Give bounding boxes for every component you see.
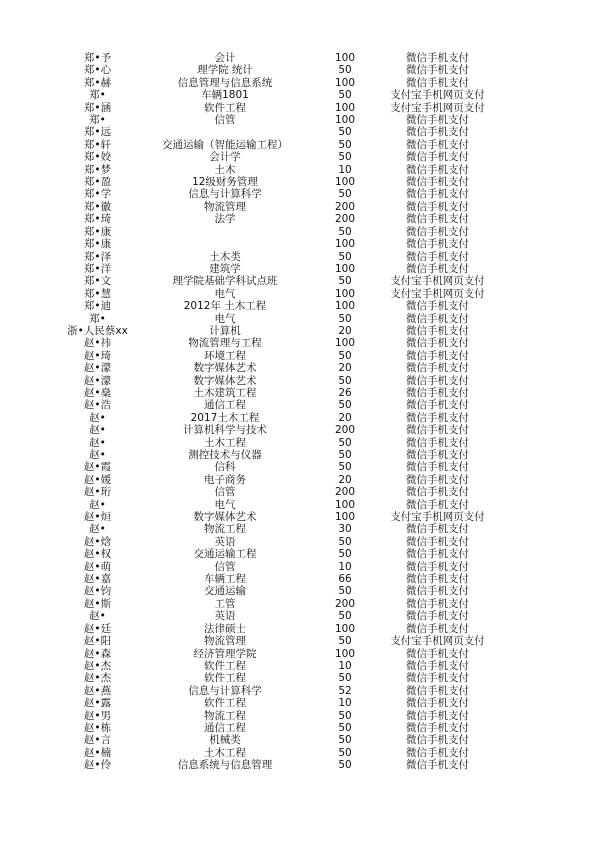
table-row [0,251,600,263]
major-cell: 信息与计算科学 [188,684,262,697]
table-row [0,511,600,523]
donor-name-cell: 赵•濛 [83,362,112,375]
donor-name-cell: 赵• [89,436,106,449]
payment-method-cell: 微信手机支付 [406,151,469,164]
payment-method-cell: 微信手机支付 [406,337,469,350]
payment-method-cell: 微信手机支付 [406,225,469,238]
donor-name-cell: 赵•燊 [83,386,112,399]
table-row [0,561,600,573]
table-row [0,461,600,473]
amount-cell: 50 [338,349,352,362]
payment-method-cell: 微信手机支付 [406,597,469,610]
payment-method-cell: 微信手机支付 [406,262,469,275]
donor-name-cell: 赵•楠 [83,746,112,759]
major-cell: 机械类 [209,734,241,747]
payment-method-cell: 支付宝手机网页支付 [390,511,485,524]
table-row [0,151,600,163]
major-cell: 土木类 [209,250,241,263]
major-cell: 信科 [214,461,236,474]
donor-name-cell: 赵•萌 [83,560,112,573]
donor-name-cell: 赵• [89,610,106,623]
major-cell: 计算机科学与技术 [183,424,267,437]
amount-cell: 100 [334,76,356,89]
table-row [0,89,600,101]
donor-name-cell: 赵•霞 [83,461,112,474]
table-row [0,64,600,76]
donor-name-cell: 赵• [89,498,106,511]
table-row [0,188,600,200]
table-row [0,300,600,312]
payment-method-cell: 微信手机支付 [406,585,469,598]
amount-cell: 50 [338,225,352,238]
donation-table [0,52,600,772]
donor-name-cell: 郑•文 [83,275,112,288]
donor-name-cell: 赵•栋 [83,721,112,734]
table-row [0,77,600,89]
amount-cell: 10 [338,697,352,710]
amount-cell: 50 [338,734,352,747]
amount-cell: 100 [334,176,356,189]
table-row [0,399,600,411]
payment-method-cell: 微信手机支付 [406,349,469,362]
major-cell: 经济管理学院 [193,647,257,660]
amount-cell: 100 [334,101,356,114]
table-row [0,387,600,399]
table-row [0,437,600,449]
payment-method-cell: 微信手机支付 [406,498,469,511]
major-cell: 通信工程 [204,721,246,734]
amount-cell: 100 [334,287,356,300]
payment-method-cell: 微信手机支付 [406,64,469,77]
donor-name-cell: 赵•燕 [83,684,112,697]
payment-method-cell: 微信手机支付 [406,449,469,461]
major-cell: 交通运输工程 [193,548,257,561]
major-cell: 土木工程 [204,436,246,449]
major-cell: 数字媒体艺术 [193,511,257,524]
donor-name-cell: 郑•轩 [83,138,112,151]
donor-name-cell: 郑• [89,312,106,325]
table-row [0,660,600,672]
amount-cell: 10 [338,560,352,573]
amount-cell: 50 [338,138,352,151]
major-cell: 英语 [214,535,236,548]
amount-cell: 50 [338,585,352,598]
amount-cell: 50 [338,89,352,102]
table-row [0,710,600,722]
payment-method-cell: 微信手机支付 [406,684,469,697]
payment-method-cell: 微信手机支付 [406,374,469,387]
donor-name-cell: 赵•权 [83,548,112,561]
payment-method-cell: 支付宝手机网页支付 [390,89,485,102]
major-cell: 信管 [214,560,236,573]
amount-cell: 30 [338,523,352,536]
donor-name-cell: 赵•阳 [83,635,112,648]
payment-method-cell: 微信手机支付 [406,535,469,548]
table-row [0,697,600,709]
amount-cell: 10 [338,163,352,176]
payment-method-cell: 微信手机支付 [406,176,469,189]
table-row [0,598,600,610]
amount-cell: 52 [338,684,352,697]
table-row [0,325,600,337]
donor-name-cell: 赵•浩 [83,399,112,412]
amount-cell: 50 [338,746,352,759]
major-cell: 土木工程 [204,746,246,759]
donor-name-cell: 郑•远 [83,126,112,139]
amount-cell: 50 [338,672,352,685]
donor-name-cell: 郑•姣 [83,151,112,164]
payment-method-cell: 微信手机支付 [406,573,469,586]
amount-cell: 50 [338,151,352,164]
payment-method-cell: 微信手机支付 [406,324,469,337]
donor-name-cell: 郑•学 [83,188,112,201]
donor-name-cell: 郑•慧 [83,287,112,300]
major-cell: 环境工程 [204,349,246,362]
payment-method-cell: 微信手机支付 [406,163,469,176]
major-cell: 会计学 [209,151,241,164]
payment-method-cell: 微信手机支付 [406,114,469,127]
payment-method-cell: 微信手机支付 [406,436,469,449]
table-row [0,734,600,746]
donor-name-cell: 赵•媛 [83,473,112,486]
donor-name-cell: 赵•琦 [83,349,112,362]
major-cell: 电子商务 [204,473,246,486]
major-cell: 物流管理与工程 [188,337,262,350]
donor-name-cell: 赵•钧 [83,585,112,598]
payment-method-cell: 微信手机支付 [406,188,469,201]
payment-method-cell: 支付宝手机网页支付 [390,101,485,114]
donor-name-cell: 郑•琦 [83,213,112,226]
payment-method-cell: 微信手机支付 [406,386,469,399]
major-cell: 计算机 [209,324,241,337]
table-row [0,585,600,597]
table-row [0,573,600,585]
payment-method-cell: 微信手机支付 [406,672,469,685]
major-cell: 物流工程 [204,709,246,722]
table-row [0,548,600,560]
payment-method-cell: 微信手机支付 [406,486,469,499]
payment-method-cell: 微信手机支付 [406,709,469,722]
payment-method-cell: 微信手机支付 [406,238,469,251]
table-row [0,139,600,151]
table-row [0,424,600,436]
payment-method-cell: 微信手机支付 [406,548,469,561]
table-row [0,449,600,461]
table-row [0,523,600,535]
payment-method-cell: 微信手机支付 [406,399,469,412]
amount-cell: 50 [338,399,352,412]
donor-name-cell: 赵•杰 [83,659,112,672]
amount-cell: 50 [338,759,352,772]
major-cell: 通信工程 [204,399,246,412]
amount-cell: 100 [334,498,356,511]
major-cell: 信管 [214,114,236,127]
payment-method-cell: 微信手机支付 [406,523,469,536]
amount-cell: 200 [334,597,356,610]
table-row [0,486,600,498]
amount-cell: 50 [338,461,352,474]
major-cell: 信息管理与信息系统 [177,76,273,89]
donor-name-cell: 赵•森 [83,647,112,660]
major-cell: 软件工程 [204,672,246,685]
donor-name-cell: 浙•人民蔡xx [67,324,128,337]
table-row [0,623,600,635]
table-row [0,672,600,684]
amount-cell: 50 [338,721,352,734]
amount-cell: 20 [338,362,352,375]
donor-name-cell: 郑•康 [83,238,112,251]
table-row [0,536,600,548]
payment-method-cell: 微信手机支付 [406,250,469,263]
major-cell: 会计 [214,52,236,64]
donor-name-cell: 赵• [89,424,106,437]
amount-cell: 100 [334,511,356,524]
amount-cell: 100 [334,337,356,350]
payment-method-cell: 微信手机支付 [406,300,469,313]
donor-name-cell: 赵•焓 [83,535,112,548]
payment-method-cell: 微信手机支付 [406,213,469,226]
donor-name-cell: 赵•嘉 [83,573,112,586]
amount-cell: 50 [338,436,352,449]
major-cell: 理学院基础学科试点班 [172,275,278,288]
major-cell: 土木建筑工程 [193,386,257,399]
major-cell: 车辆工程 [204,573,246,586]
major-cell: 物流管理 [204,635,246,648]
donor-name-cell: 赵•廷 [83,622,112,635]
table-row [0,362,600,374]
donor-name-cell: 赵•烜 [83,511,112,524]
donor-name-cell: 赵•珩 [83,486,112,499]
amount-cell: 100 [334,647,356,660]
major-cell: 电气 [214,287,236,300]
payment-method-cell: 微信手机支付 [406,697,469,710]
payment-method-cell: 微信手机支付 [406,610,469,623]
donor-name-cell: 赵•伶 [83,759,112,772]
amount-cell: 20 [338,411,352,424]
major-cell: 软件工程 [204,101,246,114]
table-row [0,238,600,250]
donor-name-cell: 郑•康 [83,225,112,238]
table-row [0,275,600,287]
table-row [0,201,600,213]
payment-method-cell: 微信手机支付 [406,200,469,213]
donor-name-cell: 郑•涵 [83,101,112,114]
amount-cell: 100 [334,52,356,64]
donor-name-cell: 郑•徽 [83,200,112,213]
donor-name-cell: 郑•梦 [83,163,112,176]
amount-cell: 100 [334,114,356,127]
donor-name-cell: 赵•露 [83,697,112,710]
amount-cell: 200 [334,213,356,226]
table-row [0,337,600,349]
table-row [0,213,600,225]
table-row [0,313,600,325]
donor-name-cell: 赵• [89,449,106,461]
payment-method-cell: 微信手机支付 [406,560,469,573]
major-cell: 交通运输（智能运输工程） [162,138,288,151]
amount-cell: 50 [338,709,352,722]
table-row [0,685,600,697]
amount-cell: 200 [334,486,356,499]
table-row [0,412,600,424]
table-row [0,350,600,362]
major-cell: 土木 [214,163,236,176]
payment-method-cell: 微信手机支付 [406,647,469,660]
amount-cell: 50 [338,449,352,461]
amount-cell: 50 [338,548,352,561]
donor-name-cell: 郑• [89,114,106,127]
donor-name-cell: 赵• [89,411,106,424]
table-row [0,226,600,238]
major-cell: 2012年 土木工程 [183,300,267,313]
payment-method-cell: 微信手机支付 [406,411,469,424]
table-row [0,610,600,622]
amount-cell: 50 [338,635,352,648]
amount-cell: 100 [334,238,356,251]
amount-cell: 100 [334,300,356,313]
payment-method-cell: 微信手机支付 [406,473,469,486]
donor-name-cell: 赵•言 [83,734,112,747]
major-cell: 12级财务管理 [192,176,258,189]
amount-cell: 50 [338,64,352,77]
payment-method-cell: 微信手机支付 [406,746,469,759]
amount-cell: 50 [338,188,352,201]
table-row [0,375,600,387]
donor-name-cell: 赵• [89,523,106,536]
major-cell: 数字媒体艺术 [193,362,257,375]
amount-cell: 100 [334,262,356,275]
major-cell: 数字媒体艺术 [193,374,257,387]
amount-cell: 66 [338,573,352,586]
amount-cell: 50 [338,312,352,325]
major-cell: 交通运输 [204,585,246,598]
major-cell: 信管 [214,486,236,499]
major-cell: 建筑学 [209,262,241,275]
payment-method-cell: 微信手机支付 [406,734,469,747]
major-cell: 工管 [214,597,236,610]
amount-cell: 50 [338,610,352,623]
table-row [0,263,600,275]
donor-name-cell: 郑•盈 [83,176,112,189]
payment-method-cell: 微信手机支付 [406,461,469,474]
payment-method-cell: 微信手机支付 [406,721,469,734]
donor-name-cell: 郑•予 [83,52,112,64]
amount-cell: 200 [334,424,356,437]
table-row [0,635,600,647]
amount-cell: 50 [338,250,352,263]
payment-method-cell: 微信手机支付 [406,659,469,672]
table-row [0,102,600,114]
donor-name-cell: 赵•男 [83,709,112,722]
amount-cell: 200 [334,200,356,213]
major-cell: 电气 [214,498,236,511]
donor-name-cell: 赵•斯 [83,597,112,610]
amount-cell: 50 [338,374,352,387]
donor-name-cell: 郑•赫 [83,76,112,89]
donor-name-cell: 赵•濛 [83,374,112,387]
major-cell: 测控技术与仪器 [188,449,262,461]
donor-name-cell: 郑• [89,89,106,102]
donor-name-cell: 郑•迪 [83,300,112,313]
table-row [0,52,600,64]
table-row [0,722,600,734]
table-row [0,747,600,759]
amount-cell: 26 [338,386,352,399]
major-cell: 车辆1801 [201,89,249,102]
donor-name-cell: 赵•祎 [83,337,112,350]
major-cell: 软件工程 [204,659,246,672]
amount-cell: 50 [338,535,352,548]
amount-cell: 20 [338,324,352,337]
amount-cell: 50 [338,275,352,288]
donor-name-cell: 郑•心 [83,64,112,77]
major-cell: 2017土木工程 [190,411,260,424]
payment-method-cell: 支付宝手机网页支付 [390,635,485,648]
payment-method-cell: 微信手机支付 [406,312,469,325]
table-row [0,288,600,300]
table-row [0,474,600,486]
major-cell: 信息系统与信息管理 [177,759,273,772]
amount-cell: 100 [334,622,356,635]
payment-method-cell: 微信手机支付 [406,759,469,772]
major-cell: 英语 [214,610,236,623]
table-row [0,648,600,660]
table-row [0,759,600,771]
donor-name-cell: 郑•泽 [83,250,112,263]
payment-method-cell: 微信手机支付 [406,362,469,375]
table-row [0,114,600,126]
major-cell: 物流管理 [204,200,246,213]
major-cell: 软件工程 [204,697,246,710]
amount-cell: 10 [338,659,352,672]
payment-method-cell: 微信手机支付 [406,52,469,64]
major-cell: 法学 [214,213,236,226]
donor-name-cell: 郑•洋 [83,262,112,275]
payment-method-cell: 微信手机支付 [406,138,469,151]
table-row [0,164,600,176]
payment-method-cell: 微信手机支付 [406,622,469,635]
payment-method-cell: 微信手机支付 [406,76,469,89]
major-cell: 理学院 统计 [197,64,253,77]
major-cell: 电气 [214,312,236,325]
payment-method-cell: 微信手机支付 [406,424,469,437]
payment-method-cell: 支付宝手机网页支付 [390,275,485,288]
major-cell: 物流工程 [204,523,246,536]
amount-cell: 50 [338,126,352,139]
table-row [0,126,600,138]
donor-name-cell: 赵•杰 [83,672,112,685]
payment-method-cell: 支付宝手机网页支付 [390,287,485,300]
payment-method-cell: 微信手机支付 [406,126,469,139]
table-row [0,176,600,188]
major-cell: 法律硕士 [204,622,246,635]
major-cell: 信息与计算科学 [188,188,262,201]
table-row [0,499,600,511]
amount-cell: 20 [338,473,352,486]
